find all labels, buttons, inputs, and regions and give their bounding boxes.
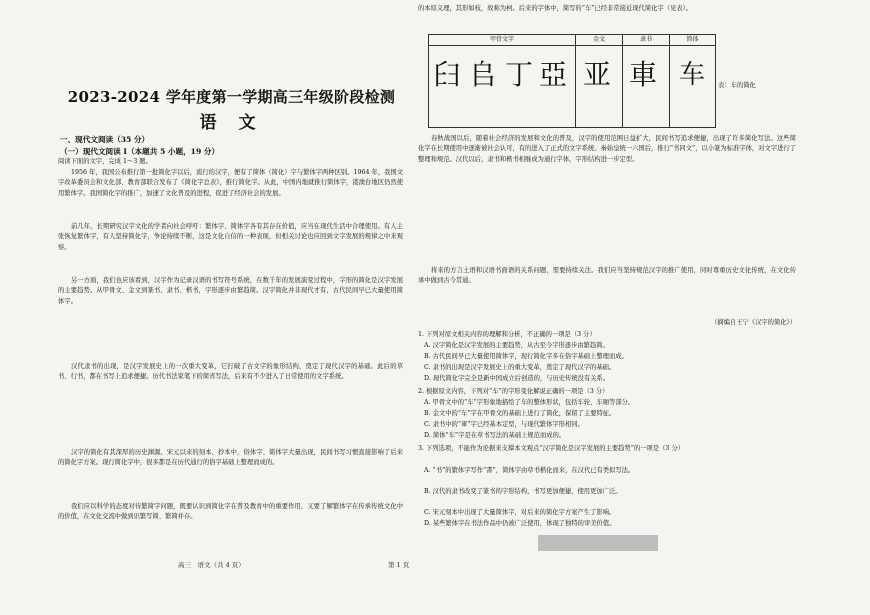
question-1: 1. 下列对原文相关内容的理解和分析，不正确的一项是（3 分）: [418, 331, 596, 338]
glyph-jiaguwen-2: 𠂤: [469, 58, 498, 91]
q3-option-a: A. “书”的繁体字写作“書”，简体字由草书楷化而来，在汉代已有类似写法。: [424, 467, 635, 474]
q1-option-c: C. 隶书的出现是汉字发展史上的重大变革，奠定了现代汉字的基础。: [424, 364, 616, 371]
table-header-lishu: 隶书: [623, 35, 669, 46]
glyph-jiaguwen-1: 𦥑: [433, 58, 462, 91]
source-note: （摘编自王宁《汉字的简化》）: [710, 319, 796, 326]
glyph-jianti: 车: [679, 60, 706, 90]
question-2: 2. 根据原文内容，下列对“车”的字形变化解说正确的一项是（3 分）: [418, 388, 609, 395]
q3-option-b: B. 汉代的隶书改变了篆书的字形结构，书写更加便捷，使用更加广泛。: [424, 488, 622, 495]
left-column: [58, 0, 405, 615]
glyph-jinwen: 亚: [583, 58, 612, 91]
paragraph-3: 另一方面，我们也应该看到，汉字作为记录汉语的书写符号系统，在数千年的发展演变过程中，字形的简化是汉字发展的主要趋势。从甲骨文、金文到篆书、隶书、楷书，字形逐步由繁趋简。汉字简化并非现代才有，古代民间早已大量使用简体字。: [58, 277, 403, 305]
q2-option-a: A. 甲骨文中的“车”字形象地描绘了车的整体形状，包括车轮、车厢等部分。: [424, 399, 635, 406]
table-divider: [669, 35, 670, 127]
page-number: 第 1 页: [388, 561, 410, 569]
paragraph-6: 我们应以科学的态度对待繁简字问题，既要认识到简化字在普及教育中的重要作用，又要了解繁体字在传承传统文化中的价值，在文化交流中做到识繁写简、繁简并存。: [58, 503, 403, 521]
paragraph-4: 汉代隶书的出现，是汉字发展史上的一次重大变革，它打破了古文字的象形结构，奠定了现代汉字的基础。此后的草书、行书，都在书写上追求便捷。历代书法家笔下的简省写法，后来有不少进入了日常使用的文字系统。: [58, 363, 403, 381]
redaction-bar: [538, 535, 658, 551]
paragraph-2: 前几年，长期研究汉字文化的学者向社会呼吁：繁体字、简体字各有其存在价值，应当在现代生活中合理使用。有人主张恢复繁体字，有人坚持简化字，争论持续不断，这是文化自信的一种表现，但相关讨论也应回到文字发展的规律之中来观察。: [58, 223, 403, 251]
table-caption: 表：车的简化: [718, 82, 756, 89]
glyph-lishu: 車: [629, 58, 658, 91]
glyph-table: [428, 34, 716, 128]
instruction-text: 阅读下面的文字，完成 1～3 题。: [58, 158, 152, 165]
footer-left: 高三 语文（共 4 页）: [178, 561, 245, 569]
q2-option-b: B. 金文中的“车”字在甲骨文的基础上进行了简化，保留了主要特征。: [424, 410, 616, 417]
q1-option-d: D. 现代简化字完全是新中国成立后创造的，与历史传统没有关系。: [424, 375, 610, 382]
table-divider: [622, 35, 623, 127]
q2-option-c: C. 隶书中的“車”字已经基本定型，与现代繁体字形相同。: [424, 421, 584, 428]
section-heading: 一、现代文阅读（35 分）: [60, 135, 150, 144]
q1-option-a: A. 汉字简化是汉字发展的主要趋势，从古至今字形逐步由繁趋简。: [424, 342, 609, 349]
question-3: 3. 下列选项，不能作为论据来支撑本文观点“汉字简化是汉字发展的主要趋势”的一项是（3 分）: [418, 445, 685, 452]
table-header-jianti: 简体: [670, 35, 715, 46]
q3-option-c: C. 宋元刻本中出现了大量简体字，对后来的简化字方案产生了影响。: [424, 509, 616, 516]
q3-option-d: D. 某些繁体字在书法作品中仍被广泛使用，体现了独特的审美价值。: [424, 520, 616, 527]
q2-option-d: D. 简体“车”字是在草书写法的基础上规范而成的。: [424, 432, 566, 439]
intro-text: 的本原义理，其形如枝，故称为柯。后来的字体中，简写的“车”已经非常接近现代简化字（见表）。: [418, 5, 693, 12]
table-divider: [575, 35, 576, 127]
table-header-jiaguwen: 甲骨文字: [429, 35, 575, 46]
right-paragraph-1: 春秋战国以后，随着社会经济的发展和文化的普及，汉字的使用范围日益扩大，民间书写追求便捷，出现了许多简化写法。这些简化字在长期使用中逐渐被社会认可，有的进入了正式的文字系统。秦始皇统一六国后，推行“书同文”，以小篆为标准字体，对文字进行了整理和规范。汉代以后，隶书和楷书相继成为通行字体，字形结构进一步定型。: [418, 135, 796, 163]
paragraph-1: 1956 年，我国公布推行第一批简化字以后，流行的汉字，便有了简体（简化）字与繁体字两种区别。1964 年，我国文字改革委员会和文化部、教育部联合发布了《简化字总表》，推行简化字。从此，中国内地就推行简体字，港澳台地区仍然使用繁体字。我国简化字的推广，加速了文化普及的进程，促进了经济社会的发展。: [58, 169, 403, 197]
right-paragraph-2: 将来的方言土语和汉语书面语的关系问题，需要持续关注。我们应当坚持规范汉字的推广使用，同时尊重历史文化传统，在文化传承中做到古今贯通。: [418, 267, 796, 285]
subsection-heading: （一）现代文阅读 I（本题共 5 小题，19 分）: [60, 147, 220, 156]
glyph-jiaguwen-3: 丁: [505, 58, 534, 91]
subject-title: 语 文: [199, 113, 264, 133]
glyph-jiaguwen-4: 亞: [539, 58, 568, 91]
exam-title: 2023-2024 学年度第一学期高三年级阶段检测: [67, 88, 396, 106]
right-column: [418, 0, 798, 615]
paragraph-5: 汉字的简化有其深厚的历史渊源。宋元以来的刻本、抄本中，俗体字、简体字大量出现，民间书写习惯直接影响了后来的简化字方案。现行简化字中，很多都是在历代通行的俗字基础上整理而成的。: [58, 449, 403, 467]
table-header-jinwen: 金文: [576, 35, 622, 46]
q1-option-b: B. 古代民间早已大量使用简体字，现行简化字多在俗字基础上整理而成。: [424, 353, 628, 360]
